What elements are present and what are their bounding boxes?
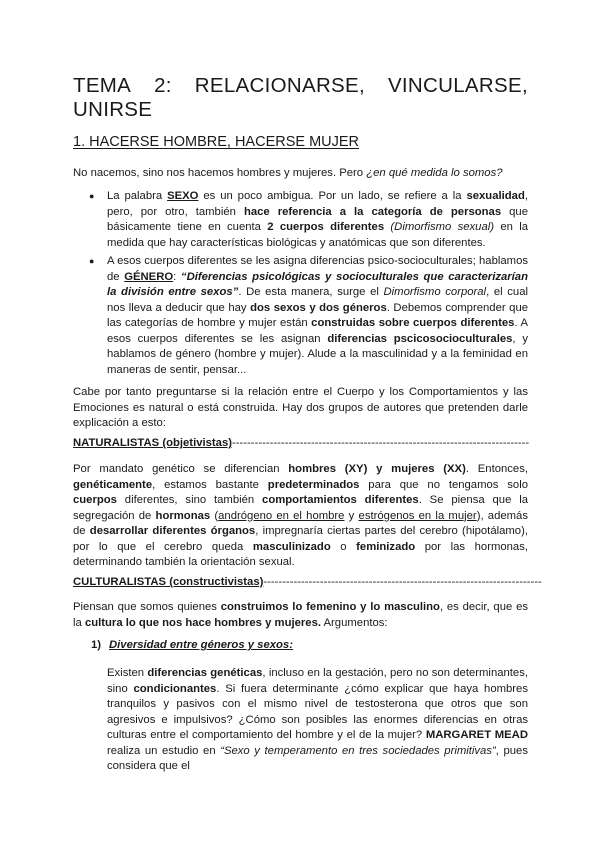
culturalistas-paragraph: Piensan que somos quienes construimos lo femenino y lo masculino, es decir, que es la cultura lo que nos hace hombres y mujeres. Argumentos: xyxy=(73,601,528,629)
culturalistas-heading: CULTURALISTAS (constructivistas)-------------------------------------------------------------------------- xyxy=(73,576,542,588)
intro-paragraph: No nacemos, sino nos hacemos hombres y mujeres. Pero ¿en qué medida lo somos? xyxy=(73,167,503,179)
argument-heading: 1) Diversidad entre géneros y sexos: xyxy=(91,639,293,651)
naturalistas-paragraph: Por mandato genético se diferencian hombres (XY) y mujeres (XX). Entonces, genéticamente, estamos bastante predeterminados para que no tengamos solo cuerpos diferentes, sino también comportamientos diferentes. Se piensa que la segregación de hormonas (andrógeno en el hombre y estrógenos en la mujer), además de desarrollar diferentes órganos, impregnaría ciertas partes del cerebro (hipotálamo), por lo que el cerebro queda masculinizado o feminizado por las hormonas, determinando también la orientación sexual. xyxy=(73,463,529,568)
title-word: RELACIONARSE, xyxy=(194,74,365,97)
bullet-item-genero: ● A esos cuerpos diferentes se les asigna diferencias psico-socioculturales; hablamos de GÉNERO: “Diferencias psicológicas y socioculturales que caracterizarían la división entre sexos”. De esta manera, surge el Dimorfismo corporal, el cual nos lleva a deducir que hay dos sexos y dos géneros. Debemos comprender que las categorías de hombre y mujer están construidas sobre cuerpos diferentes. A esos cuerpos diferentes se les asignan diferencias pscicosocioculturales, y hablamos de género (hombre y mujer). Alude a la masculinidad y a la feminidad en maneras de sentir, pensar... xyxy=(89,255,529,376)
page-title xyxy=(73,74,528,122)
question-paragraph: Cabe por tanto preguntarse si la relación entre el Cuerpo y los Comportamientos y las Emociones es natural o está construida. Hay dos grupos de autores que pretenden darle explicación a esto: xyxy=(73,386,528,429)
naturalistas-heading: NATURALISTAS (objetivistas)------------------------------------------------------------------------------- xyxy=(73,437,530,449)
bullet-icon: ● xyxy=(89,256,95,266)
section-heading: 1. HACERSE HOMBRE, HACERSE MUJER xyxy=(73,134,360,150)
title-word: VINCULARSE, xyxy=(387,74,528,97)
title-word: TEMA xyxy=(73,74,132,97)
bullet-item-sexo: ● La palabra SEXO es un poco ambigua. Por un lado, se refiere a la sexualidad, pero, por otro, también hace referencia a la categoría de personas que básicamente tiene en cuenta 2 cuerpos diferentes (Dimorfismo sexual) en la medida que hay características biológicas y anatómicas que son diferentes. xyxy=(89,190,529,249)
title-word: 2: xyxy=(154,74,172,97)
bullet-icon: ● xyxy=(89,191,95,201)
argument-paragraph: Existen diferencias genéticas, incluso en la gestación, pero no son determinantes, sino condicionantes. Si fuera determinante ¿cómo explicar que haya hombres tranquilos y pasivos con el mismo nivel de testosterona que otros que son agresivos e impulsivos? ¿Cómo son posibles las enormes diferencias en otras culturas entre el comportamiento del hombre y el de la mujer? MARGARET MEAD realiza un estudio en “Sexo y temperamento en tres sociedades primitivas”, pues considera que el xyxy=(107,667,529,772)
title-line-2: UNIRSE xyxy=(73,98,153,121)
